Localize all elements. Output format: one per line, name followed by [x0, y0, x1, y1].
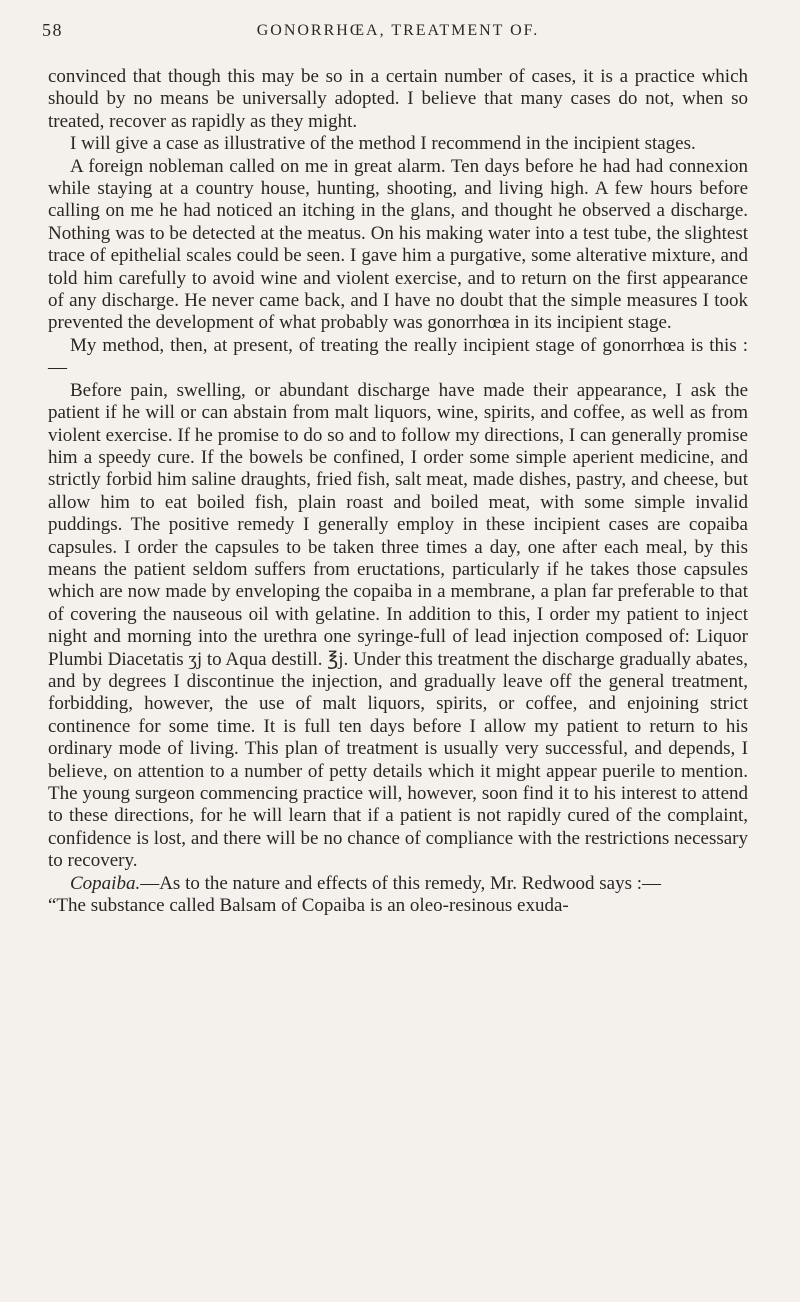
running-title: GONORRHŒA, TREATMENT OF.: [256, 22, 540, 39]
body-text: [48, 66, 748, 917]
paragraph-method-intro: My method, then, at present, of treating the really incipient stage of gonorrhœa is this :—: [48, 334, 748, 379]
paragraph-continuation: convinced that though this may be so in a certain number of cases, it is a practice which should by no means be universally adopted. I believe that many cases do not, when so treated, recover as rapidly as they might.: [48, 66, 748, 132]
paragraph-case-nobleman: A foreign nobleman called on me in great alarm. Ten days before he had had connexion while staying at a country house, hunting, shooting, and living high. A few hours before calling on me he had noticed an itching in the glans, and thought he observed a discharge. Nothing was to be detected at the meatus. On his making water into a test tube, the slightest trace of epithelial scales could be seen. I gave him a purgative, some alterative mixture, and told him carefully to avoid wine and violent exercise, and to return on the first appearance of any discharge. He never came back, and I have no doubt that the simple measures I took prevented the development of what probably was gonorrhœa in its incipient stage.: [48, 155, 748, 334]
paragraph-method: Before pain, swelling, or abundant discharge have made their appearance, I ask the patient if he will or can abstain from malt liquors, wine, spirits, and coffee, as well as from violent exercise. If he promise to do so and to follow my directions, I can generally promise him a speedy cure. If the bowels be confined, I order some simple aperient medicine, and strictly forbid him saline draughts, fried fish, salt meat, made dishes, pastry, and cheese, but allow him to eat boiled fish, plain roast and boiled meat, with some simple invalid puddings. The positive remedy I generally employ in these incipient cases are copaiba capsules. I order the capsules to be taken three times a day, one after each meal, by this means the patient seldom suffers from eructations, particularly if he takes those capsules which are now made by enveloping the copaiba in a membrane, a plan far preferable to that of covering the nauseous oil with gelatine. In addition to this, I order my patient to inject night and morning into the urethra one syringe-full of lead injection composed of: Liquor Plumbi Diacetatis ʒj to Aqua destill. ℥j. Under this treatment the discharge gradually abates, and by degrees I discontinue the injection, and gradually leave off the general treatment, forbidding, however, the use of malt liquors, spirits, or coffee, and enjoining strict continence for some time. It is full ten days before I allow my patient to return to his ordinary mode of living. This plan of treatment is usually very successful, and depends, I believe, on attention to a number of petty details which it might appear puerile to mention. The young surgeon commencing practice will, however, soon find it to his interest to attend to these directions, for he will learn that if a patient is not rapidly cured of the complaint, confidence is lost, and there will be no chance of compliance with the restrictions necessary to recovery.: [48, 379, 748, 872]
paragraph-case-intro: I will give a case as illustrative of the method I recommend in the incipient stages.: [70, 133, 696, 155]
running-head: [42, 20, 748, 48]
copaiba-heading: Copaiba.: [70, 872, 141, 894]
book-page: [42, 20, 748, 1290]
quote-balsam: “The substance called Balsam of Copaiba is an oleo-resinous exuda-: [48, 895, 569, 917]
paragraph-copaiba: [48, 873, 748, 895]
page-number: 58: [42, 20, 63, 40]
copaiba-text: —As to the nature and effects of this remedy, Mr. Redwood says :—: [140, 872, 662, 894]
